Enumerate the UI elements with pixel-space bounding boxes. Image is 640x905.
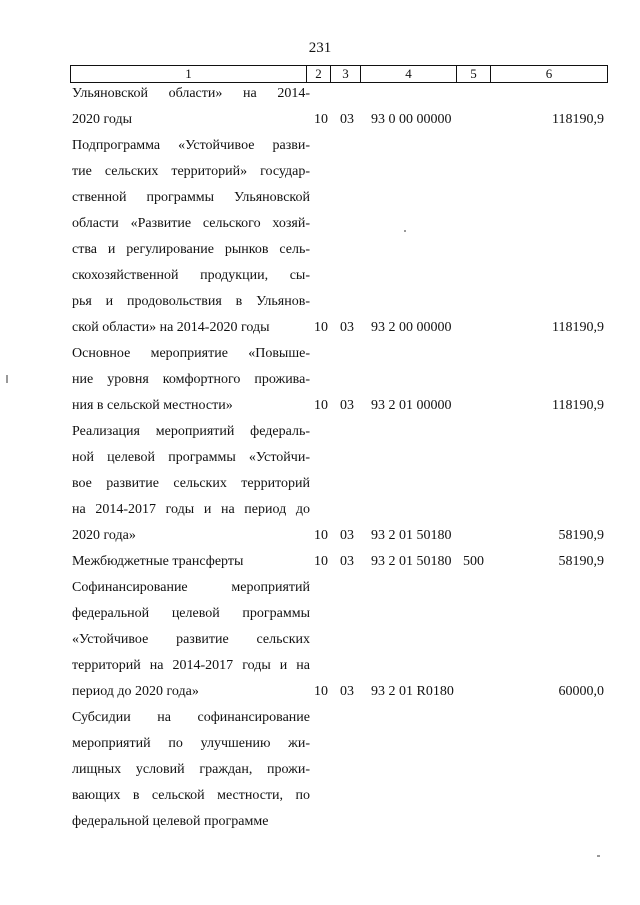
cell-c2: 10 (314, 320, 328, 335)
header-col-6: 6 (545, 66, 553, 81)
row-description (72, 341, 310, 419)
cell-c6: 118190,9 (552, 398, 604, 413)
row-description (72, 133, 310, 341)
description-line: вое развитие сельских территорий (72, 476, 310, 491)
row-description (72, 419, 310, 549)
description-line: федеральной целевой программе (72, 814, 269, 829)
cell-c6: 118190,9 (552, 320, 604, 335)
cell-c4: 93 2 00 00000 (371, 320, 452, 335)
cell-c4: 93 2 01 R0180 (371, 684, 454, 699)
header-col-1: 1 (71, 66, 307, 82)
cell-c6: 58190,9 (558, 554, 604, 569)
description-line: ственной программы Ульяновской (72, 190, 310, 205)
description-line: ние уровня комфортного прожива- (72, 372, 310, 387)
description-line: мероприятий по улучшению жи- (72, 736, 310, 751)
cell-c6: 58190,9 (558, 528, 604, 543)
description-line: ства и регулирование рынков сель- (72, 242, 310, 257)
row-description (72, 81, 310, 133)
cell-c2: 10 (314, 112, 328, 127)
description-line: Реализация мероприятий федераль- (72, 424, 310, 439)
row-description (72, 575, 310, 705)
cell-c4: 93 2 01 50180 (371, 554, 452, 569)
description-line: ской области» на 2014-2020 годы (72, 320, 270, 335)
cell-c6: 60000,0 (558, 684, 604, 699)
cell-c3: 03 (340, 398, 354, 413)
cell-c3: 03 (340, 320, 354, 335)
description-line: ния в сельской местности» (72, 398, 233, 413)
scan-dot (597, 855, 600, 857)
scan-dot (404, 230, 406, 232)
description-line: Подпрограмма «Устойчивое разви- (72, 138, 310, 153)
cell-c2: 10 (314, 684, 328, 699)
cell-c3: 03 (340, 554, 354, 569)
cell-c4: 93 0 00 00000 (371, 112, 452, 127)
description-line: скохозяйственной продукции, сы- (72, 268, 310, 283)
cell-c2: 10 (314, 554, 328, 569)
description-line: на 2014-2017 годы и на период до (72, 502, 310, 517)
cell-c4: 93 2 01 50180 (371, 528, 452, 543)
description-line: Софинансирование мероприятий (72, 580, 310, 595)
description-line: вающих в сельской местности, по (72, 788, 310, 803)
description-line: тие сельских территорий» государ- (72, 164, 310, 179)
description-line: Основное мероприятие «Повыше- (72, 346, 310, 361)
cell-c6: 118190,9 (552, 112, 604, 127)
scan-mark (6, 375, 8, 383)
description-line: области «Развитие сельского хозяй- (72, 216, 310, 231)
cell-c4: 93 2 01 00000 (371, 398, 452, 413)
cell-c3: 03 (340, 112, 354, 127)
header-col-3: 3 (331, 66, 361, 82)
header-col-4: 4 (361, 66, 457, 82)
header-col-5: 5 (457, 66, 491, 82)
cell-c5: 500 (463, 554, 484, 569)
description-line: 2020 годы (72, 112, 133, 127)
cell-c2: 10 (314, 528, 328, 543)
cell-c3: 03 (340, 528, 354, 543)
description-line: федеральной целевой программы (72, 606, 310, 621)
row-description (72, 549, 310, 575)
description-line: Ульяновской области» на 2014- (72, 86, 310, 101)
description-line: 2020 года» (72, 528, 136, 543)
description-line: ной целевой программы «Устойчи- (72, 450, 310, 465)
row-description (72, 705, 310, 835)
description-line: лищных условий граждан, прожи- (72, 762, 310, 777)
description-line: рья и продовольствия в Ульянов- (72, 294, 310, 309)
description-line: территорий на 2014-2017 годы и на (72, 658, 310, 673)
description-line: Субсидии на софинансирование (72, 710, 310, 725)
description-line: «Устойчивое развитие сельских (72, 632, 310, 647)
page-number: 231 (308, 40, 332, 56)
cell-c3: 03 (340, 684, 354, 699)
cell-c2: 10 (314, 398, 328, 413)
description-line: Межбюджетные трансферты (72, 554, 244, 569)
header-col-2: 2 (307, 66, 331, 82)
description-line: период до 2020 года» (72, 684, 199, 699)
